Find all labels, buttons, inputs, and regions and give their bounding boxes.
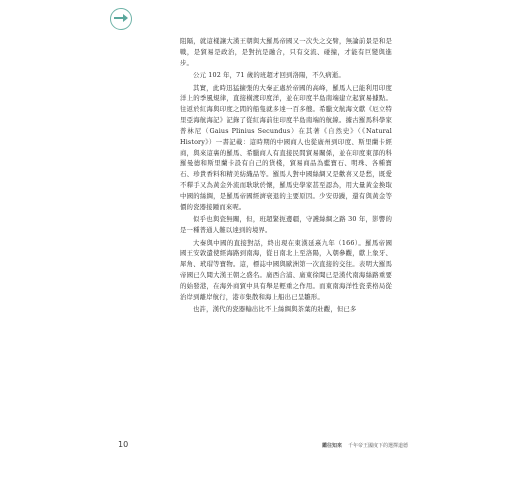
paragraph: 大秦與中國的直接對話，終出現在東漢延熹九年（166）。羅馬帝國國王安敦遣使經海路到南海，從日南北上至洛陽，入朝參觀，獻上象牙、犀角、玳瑁等寶物。這，標誌中國與歐洲第一次直接的交往。表明大羅馬帝國已久聞大漢王朝之盛名。廣西合浦、廣東徐聞已是漢代南海絲路重要的始發港，在海外商貿中具有舉足輕重之作用。而東南海洋性瓷業格局從治岸到離岸航行，港市集散和海上船出已呈雛形。 (180, 238, 392, 301)
running-head (322, 442, 408, 449)
paragraph: 阻隔，就這樣讓大漢王朝與大羅馬帝國又一次失之交臂，無論前景是和是戰，是貿易是政治，是對抗是融合，只有交流、碰撞，才能有巨變與進步。 (180, 37, 392, 67)
paragraph: 也許，漢代的瓷器輸出比不上絲綢與茶葉的壯觀，但已多 (193, 305, 357, 314)
body-text (180, 36, 392, 317)
paragraph: 其實，此時迅猛擴張的大秦正處於帝國的高峰，羅馬人已能利用印度洋上的季風規律，直接橫渡印度洋，並在印度半島南端建立起貿易據點。往返於紅海與印度之間的船隻就多達一百多艘。希臘文航海文獻《厄立特里亞海航海記》記錄了從紅海前往印度半島南端的航線。據古羅馬科學家普林尼（Gaius Plinius Secundus）在其著《自然史》（《Natural History》）一書記載：這時期的中國商人也從廣州到印度、斯里蘭卡經商，與來這裏的羅馬、希臘商人有直接民間貿易關係，並在印度東部的科羅曼德和斯里蘭卡設有自己的貨棧，貿易商品為藍寶石、明珠、各種寶石、珍貴香料和精美紡織品等。羅馬人對中國絲綢又是歡喜又是愁，既愛不釋手又為黃金外流而耿耿於懷，羅馬史學家甚至認為，用大量黃金換取中國的絲綢，是羅馬帝國經濟衰退的主要原因。少安毋躁，還有與黃金等價的瓷器接踵而來呢。 (180, 83, 392, 211)
right-arrow-icon (114, 17, 125, 19)
page-footer (114, 440, 408, 454)
page-tab-arrow-icon (110, 8, 132, 30)
paragraph: 似乎也與瓷無關，但，班超緊扼邊疆，守護絲綢之路 30 年，影響的是一種普通人難以達到的境界。 (180, 215, 392, 235)
paragraph: 公元 102 年，71 歲的班超才回到洛陽，不久病逝。 (193, 71, 345, 80)
page-number: 10 (118, 440, 129, 449)
running-head-book: 鑑往知來 (321, 443, 342, 449)
running-head-title: 千年帝王國度下的選擇道德 (347, 443, 408, 449)
